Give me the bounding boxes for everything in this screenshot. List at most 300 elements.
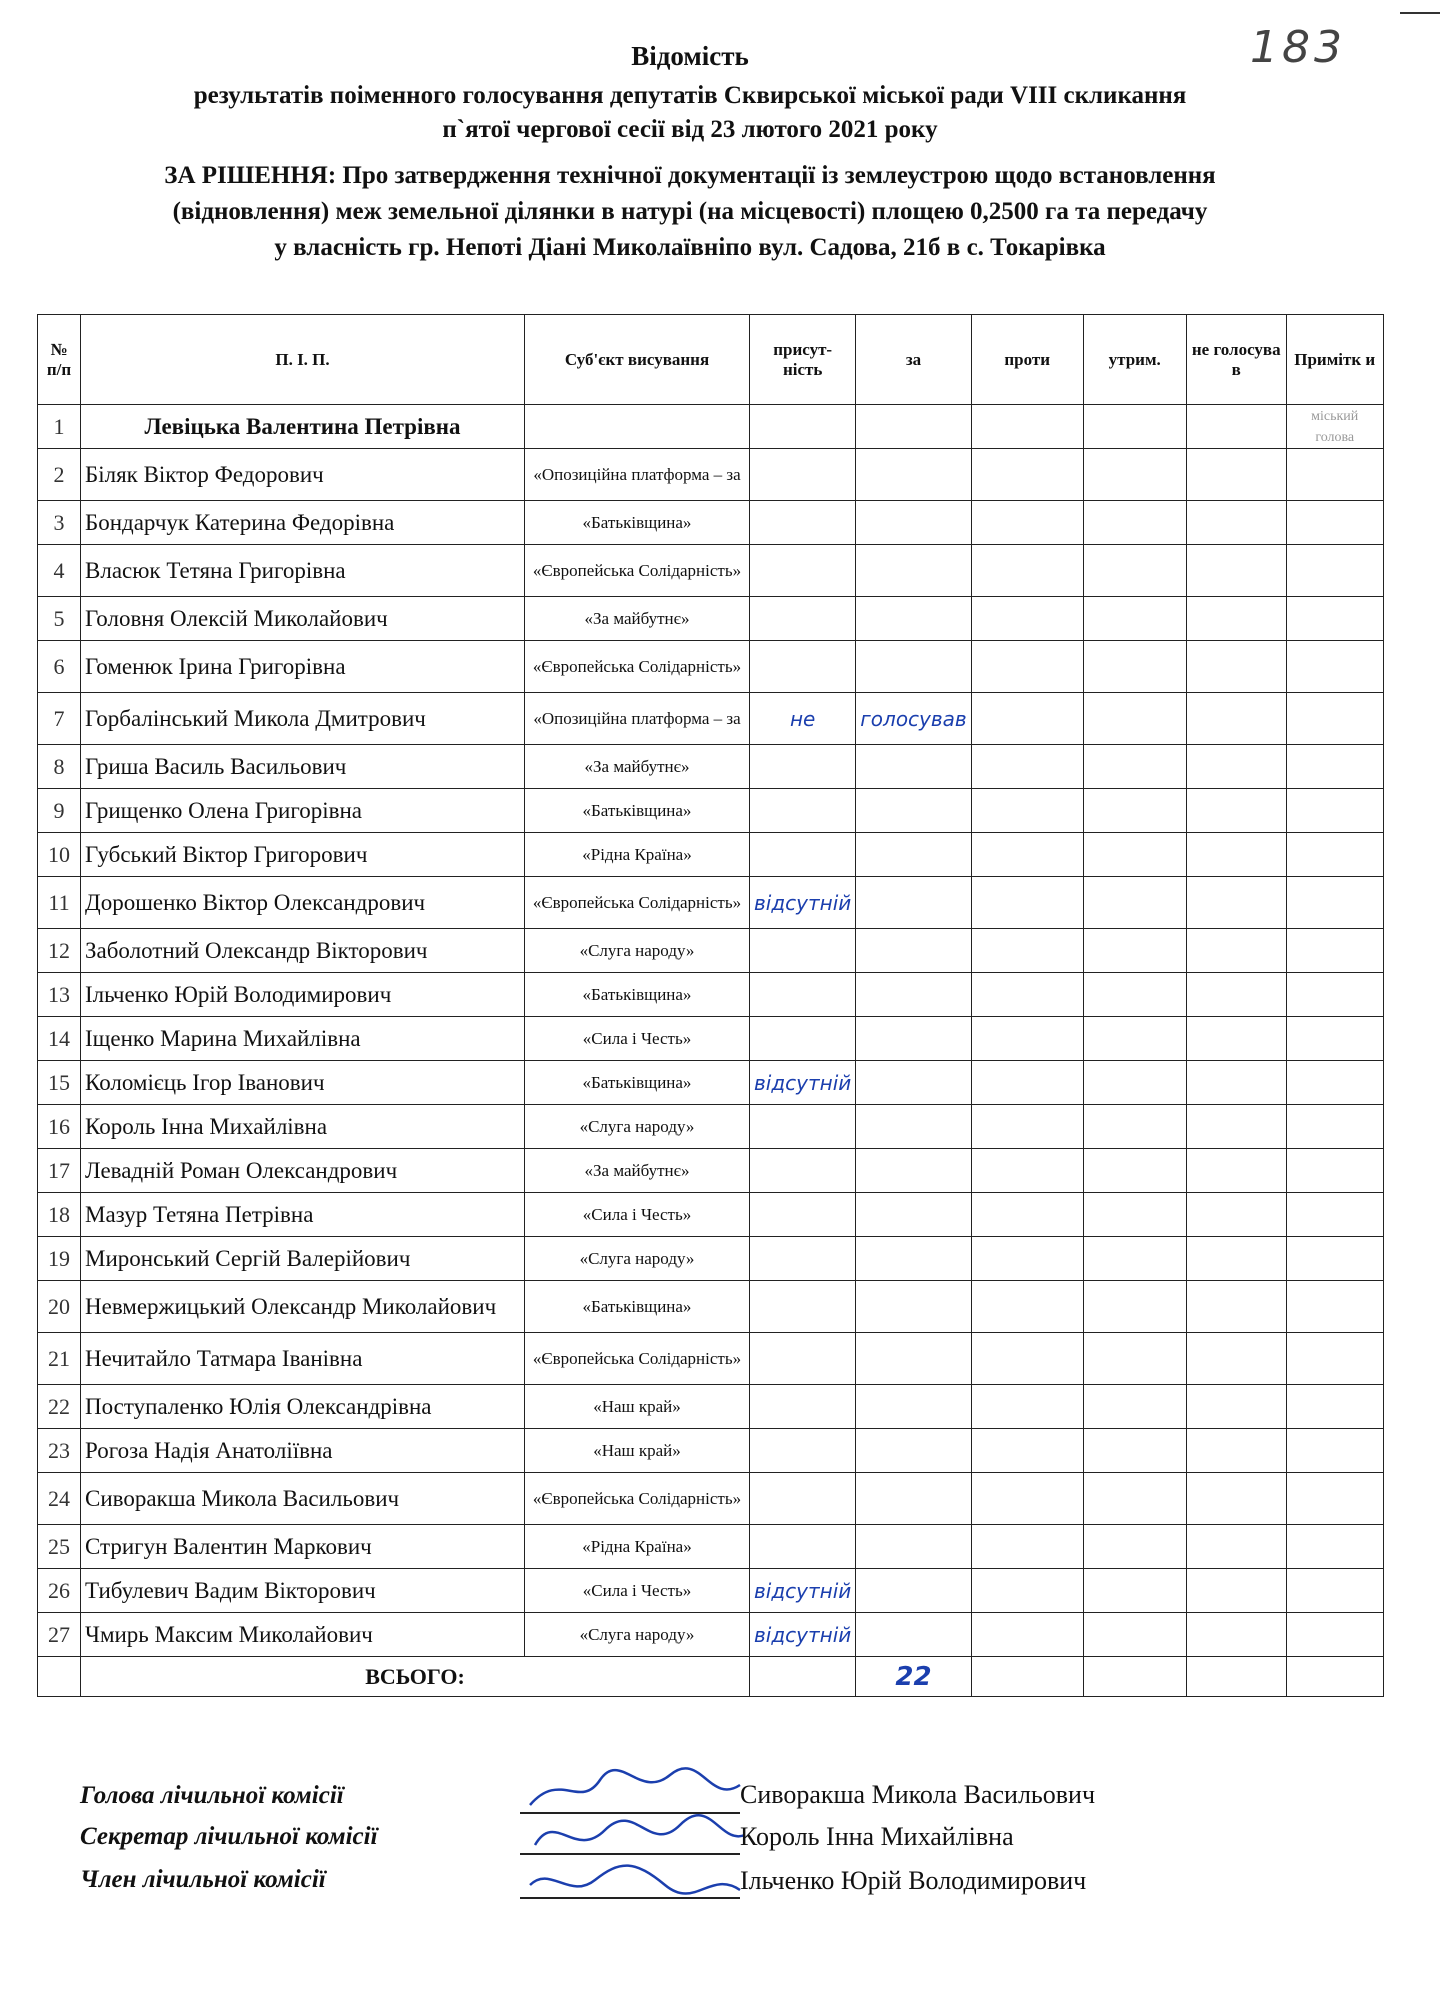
present-cell [750,1333,856,1385]
vote-against-cell [971,973,1083,1017]
table-row [38,1429,1384,1473]
deputy-name: Головня Олексій Миколайович [81,597,525,641]
vote-abstain-cell [1083,501,1186,545]
deputy-name: Нечитайло Татмара Іванівна [81,1333,525,1385]
total-abstain-cell [1083,1657,1186,1697]
note-cell [1286,833,1383,877]
deputy-name: Власюк Тетяна Григорівна [81,545,525,597]
present-cell: не [750,693,856,745]
row-number: 8 [38,745,81,789]
present-cell [750,1105,856,1149]
present-cell: відсутній [750,1613,856,1657]
note-cell [1286,1429,1383,1473]
table-row [38,405,1384,449]
note-cell [1286,877,1383,929]
not-voted-cell [1186,641,1286,693]
vote-for-cell [856,405,971,449]
vote-against-cell [971,501,1083,545]
vote-for-cell [856,833,971,877]
not-voted-cell [1186,693,1286,745]
row-number: 17 [38,1149,81,1193]
vote-abstain-cell [1083,1333,1186,1385]
deputy-name: Горбалінський Микола Дмитрович [81,693,525,745]
vote-against-cell [971,877,1083,929]
table-row [38,1525,1384,1569]
nominating-party: «Батьківщина» [525,789,750,833]
not-voted-cell [1186,1613,1286,1657]
vote-against-cell [971,1281,1083,1333]
row-number: 25 [38,1525,81,1569]
total-not-voted-cell [1186,1657,1286,1697]
row-number: 19 [38,1237,81,1281]
present-cell: відсутній [750,877,856,929]
vote-abstain-cell [1083,641,1186,693]
not-voted-cell [1186,1061,1286,1105]
vote-for-cell [856,1193,971,1237]
row-number: 18 [38,1193,81,1237]
vote-abstain-cell [1083,1237,1186,1281]
row-number: 27 [38,1613,81,1657]
corner-mark [1400,12,1440,14]
signature-member [520,1850,750,1910]
row-number: 14 [38,1017,81,1061]
total-label: ВСЬОГО: [81,1657,750,1697]
table-row [38,1613,1384,1657]
signature-line-member [520,1897,740,1899]
total-present-cell [750,1657,856,1697]
header-for: за [856,315,971,405]
note-cell [1286,597,1383,641]
not-voted-cell [1186,789,1286,833]
row-number: 26 [38,1569,81,1613]
vote-abstain-cell [1083,1193,1186,1237]
nominating-party: «Сила і Честь» [525,1569,750,1613]
vote-for-cell [856,597,971,641]
row-number: 5 [38,597,81,641]
present-cell [750,929,856,973]
table-row [38,1281,1384,1333]
total-against-cell [971,1657,1083,1697]
document-title: Відомість [631,41,749,71]
commission-head-label: Голова лічильної комісії [80,1782,344,1809]
vote-abstain-cell [1083,833,1186,877]
nominating-party: «За майбутнє» [525,1149,750,1193]
header-abstain: утрим. [1083,315,1186,405]
table-row [38,1569,1384,1613]
commission-head-name: Сиворакша Микола Васильович [740,1780,1096,1809]
deputy-name: Дорошенко Віктор Олександрович [81,877,525,929]
vote-for-cell [856,1473,971,1525]
vote-abstain-cell [1083,1281,1186,1333]
not-voted-cell [1186,1149,1286,1193]
vote-for-cell [856,1105,971,1149]
vote-abstain-cell [1083,1385,1186,1429]
present-cell [750,1473,856,1525]
table-row [38,789,1384,833]
voting-table-body [38,405,1384,1657]
note-cell [1286,745,1383,789]
nominating-party: «Сила і Честь» [525,1193,750,1237]
row-number: 24 [38,1473,81,1525]
deputy-name: Грищенко Олена Григорівна [81,789,525,833]
nominating-party: «Опозиційна платформа – за [525,693,750,745]
nominating-party: «Європейська Солідарність» [525,641,750,693]
table-row [38,929,1384,973]
table-row [38,545,1384,597]
deputy-name: Левіцька Валентина Петрівна [81,405,525,449]
decision-line-2: (відновлення) меж земельної ділянки в натурі (на місцевості) площею 0,2500 га та передачу [172,198,1208,225]
vote-abstain-cell [1083,693,1186,745]
nominating-party: «Слуга народу» [525,1613,750,1657]
nominating-party: «Слуга народу» [525,929,750,973]
not-voted-cell [1186,833,1286,877]
present-cell [750,973,856,1017]
vote-for-cell [856,789,971,833]
row-number: 3 [38,501,81,545]
vote-against-cell [971,1105,1083,1149]
vote-for-cell [856,1333,971,1385]
decision-line-1: ЗА РІШЕННЯ: Про затвердження технічної документації із землеустрою щодо встановлення [164,162,1216,189]
vote-against-cell [971,1193,1083,1237]
table-row [38,597,1384,641]
row-number: 7 [38,693,81,745]
nominating-party: «Наш край» [525,1385,750,1429]
header-name: П. І. П. [81,315,525,405]
vote-against-cell [971,449,1083,501]
vote-against-cell [971,1061,1083,1105]
row-number: 4 [38,545,81,597]
not-voted-cell [1186,973,1286,1017]
not-voted-cell [1186,501,1286,545]
row-number: 21 [38,1333,81,1385]
nominating-party: «За майбутнє» [525,597,750,641]
not-voted-cell [1186,1333,1286,1385]
deputy-name: Левадній Роман Олександрович [81,1149,525,1193]
table-row [38,1149,1384,1193]
vote-abstain-cell [1083,1429,1186,1473]
vote-abstain-cell [1083,1613,1186,1657]
nominating-party: «Рідна Країна» [525,1525,750,1569]
vote-abstain-cell [1083,1525,1186,1569]
vote-against-cell [971,929,1083,973]
vote-for-cell [856,1429,971,1473]
vote-for-cell [856,1237,971,1281]
note-cell [1286,1613,1383,1657]
vote-for-cell [856,1569,971,1613]
present-cell [750,745,856,789]
vote-against-cell [971,545,1083,597]
present-cell [750,1525,856,1569]
vote-abstain-cell [1083,449,1186,501]
present-cell [750,545,856,597]
note-cell [1286,1281,1383,1333]
table-row [38,745,1384,789]
note-cell [1286,929,1383,973]
row-number: 20 [38,1281,81,1333]
table-row [38,833,1384,877]
row-number: 1 [38,405,81,449]
vote-against-cell [971,1385,1083,1429]
vote-for-cell: голосував [856,693,971,745]
present-cell [750,641,856,693]
vote-for-cell [856,1281,971,1333]
vote-abstain-cell [1083,1569,1186,1613]
deputy-name: Коломієць Ігор Іванович [81,1061,525,1105]
deputy-name: Бондарчук Катерина Федорівна [81,501,525,545]
present-cell: відсутній [750,1061,856,1105]
table-row [38,877,1384,929]
deputy-name: Біляк Віктор Федорович [81,449,525,501]
note-cell [1286,1473,1383,1525]
vote-for-cell [856,1149,971,1193]
present-cell [750,1429,856,1473]
present-cell [750,1385,856,1429]
note-cell [1286,1105,1383,1149]
not-voted-cell [1186,745,1286,789]
note-cell [1286,1017,1383,1061]
note-cell [1286,1061,1383,1105]
table-row [38,449,1384,501]
not-voted-cell [1186,1017,1286,1061]
vote-for-cell [856,1061,971,1105]
vote-against-cell [971,1149,1083,1193]
vote-for-cell [856,545,971,597]
vote-abstain-cell [1083,1473,1186,1525]
vote-abstain-cell [1083,405,1186,449]
vote-for-cell [856,501,971,545]
vote-against-cell [971,1333,1083,1385]
vote-against-cell [971,1017,1083,1061]
deputy-name: Чмирь Максим Миколайович [81,1613,525,1657]
deputy-name: Гоменюк Ірина Григорівна [81,641,525,693]
vote-against-cell [971,693,1083,745]
present-cell [750,597,856,641]
deputy-name: Гриша Василь Васильович [81,745,525,789]
vote-against-cell [971,1429,1083,1473]
table-row [38,973,1384,1017]
deputy-name: Невмержицький Олександр Миколайович [81,1281,525,1333]
total-for-value: 22 [856,1657,971,1697]
not-voted-cell [1186,877,1286,929]
nominating-party: «Сила і Честь» [525,1017,750,1061]
deputy-name: Іщенко Марина Михайлівна [81,1017,525,1061]
total-row [38,1657,1384,1697]
row-number: 23 [38,1429,81,1473]
note-cell [1286,1149,1383,1193]
nominating-party: «Рідна Країна» [525,833,750,877]
vote-against-cell [971,405,1083,449]
vote-against-cell [971,745,1083,789]
vote-abstain-cell [1083,1061,1186,1105]
note-cell [1286,1569,1383,1613]
present-cell [750,1237,856,1281]
vote-against-cell [971,1613,1083,1657]
header-present: присут-ність [750,315,856,405]
header-num: № п/п [38,315,81,405]
note-cell [1286,449,1383,501]
present-cell: відсутній [750,1569,856,1613]
deputy-name: Губський Віктор Григорович [81,833,525,877]
vote-against-cell [971,833,1083,877]
vote-abstain-cell [1083,1105,1186,1149]
present-cell [750,1193,856,1237]
present-cell [750,1149,856,1193]
present-cell [750,789,856,833]
row-number: 10 [38,833,81,877]
row-number: 6 [38,641,81,693]
commission-secretary-label: Секретар лічильної комісії [80,1823,378,1850]
nominating-party: «Наш край» [525,1429,750,1473]
deputy-name: Заболотний Олександр Вікторович [81,929,525,973]
vote-against-cell [971,789,1083,833]
vote-abstain-cell [1083,877,1186,929]
table-row [38,1193,1384,1237]
not-voted-cell [1186,1429,1286,1473]
vote-against-cell [971,1237,1083,1281]
nominating-party: «Європейська Солідарність» [525,545,750,597]
note-cell [1286,789,1383,833]
deputy-name: Тибулевич Вадим Вікторович [81,1569,525,1613]
present-cell [750,1281,856,1333]
table-row [38,1473,1384,1525]
deputy-name: Король Інна Михайлівна [81,1105,525,1149]
row-number: 15 [38,1061,81,1105]
nominating-party: «Опозиційна платформа – за [525,449,750,501]
subtitle-line-1: результатів поіменного голосування депутатів Сквирської міської ради VIII скликання [193,82,1187,109]
table-row [38,1105,1384,1149]
note-cell [1286,1237,1383,1281]
present-cell [750,449,856,501]
vote-for-cell [856,973,971,1017]
vote-abstain-cell [1083,745,1186,789]
note-cell [1286,1385,1383,1429]
present-cell [750,1017,856,1061]
note-cell [1286,693,1383,745]
header-party: Суб'єкт висування [525,315,750,405]
vote-for-cell [856,449,971,501]
nominating-party: «Слуга народу» [525,1237,750,1281]
vote-for-cell [856,1385,971,1429]
not-voted-cell [1186,1281,1286,1333]
not-voted-cell [1186,929,1286,973]
table-row [38,641,1384,693]
nominating-party [525,405,750,449]
total-note-cell [1286,1657,1383,1697]
total-num-cell [38,1657,81,1697]
not-voted-cell [1186,1193,1286,1237]
header-not-voted: не голосува в [1186,315,1286,405]
note-cell [1286,973,1383,1017]
present-cell [750,501,856,545]
not-voted-cell [1186,1237,1286,1281]
table-row [38,1237,1384,1281]
page-number: 183 [1250,22,1346,73]
table-header-row [38,315,1384,405]
commission-member-label: Член лічильної комісії [80,1866,326,1893]
nominating-party: «Батьківщина» [525,973,750,1017]
row-number: 22 [38,1385,81,1429]
vote-for-cell [856,929,971,973]
table-row [38,693,1384,745]
vote-abstain-cell [1083,545,1186,597]
row-number: 12 [38,929,81,973]
not-voted-cell [1186,545,1286,597]
vote-abstain-cell [1083,789,1186,833]
row-number: 2 [38,449,81,501]
deputy-name: Мазур Тетяна Петрівна [81,1193,525,1237]
header-against: проти [971,315,1083,405]
deputy-name: Сиворакша Микола Васильович [81,1473,525,1525]
vote-abstain-cell [1083,929,1186,973]
note-cell: міський голова [1286,405,1383,449]
deputy-name: Миронський Сергій Валерійович [81,1237,525,1281]
subtitle-line-2: п`ятої чергової сесії від 23 лютого 2021 року [442,116,938,143]
note-cell [1286,641,1383,693]
present-cell [750,833,856,877]
voting-table [37,314,1384,1697]
nominating-party: «Європейська Солідарність» [525,1333,750,1385]
row-number: 11 [38,877,81,929]
deputy-name: Рогоза Надія Анатоліївна [81,1429,525,1473]
note-cell [1286,1193,1383,1237]
deputy-name: Ільченко Юрій Володимирович [81,973,525,1017]
vote-abstain-cell [1083,1017,1186,1061]
vote-against-cell [971,1473,1083,1525]
not-voted-cell [1186,1569,1286,1613]
not-voted-cell [1186,405,1286,449]
nominating-party: «Європейська Солідарність» [525,1473,750,1525]
table-row [38,1385,1384,1429]
nominating-party: «Слуга народу» [525,1105,750,1149]
table-row [38,1017,1384,1061]
vote-abstain-cell [1083,973,1186,1017]
vote-against-cell [971,641,1083,693]
vote-for-cell [856,877,971,929]
note-cell [1286,1333,1383,1385]
deputy-name: Стригун Валентин Маркович [81,1525,525,1569]
note-cell [1286,501,1383,545]
nominating-party: «Батьківщина» [525,501,750,545]
commission-member-name: Ільченко Юрій Володимирович [740,1866,1087,1895]
row-number: 9 [38,789,81,833]
vote-for-cell [856,1525,971,1569]
table-row [38,501,1384,545]
vote-for-cell [856,641,971,693]
nominating-party: «Батьківщина» [525,1061,750,1105]
header-note: Примітк и [1286,315,1383,405]
vote-against-cell [971,1525,1083,1569]
vote-abstain-cell [1083,597,1186,641]
note-cell [1286,1525,1383,1569]
commission-secretary-name: Король Інна Михайлівна [740,1822,1014,1851]
deputy-name: Поступаленко Юлія Олександрівна [81,1385,525,1429]
nominating-party: «За майбутнє» [525,745,750,789]
not-voted-cell [1186,1473,1286,1525]
vote-for-cell [856,745,971,789]
nominating-party: «Батьківщина» [525,1281,750,1333]
not-voted-cell [1186,1525,1286,1569]
note-cell [1286,545,1383,597]
not-voted-cell [1186,1385,1286,1429]
not-voted-cell [1186,449,1286,501]
vote-for-cell [856,1613,971,1657]
table-row [38,1333,1384,1385]
nominating-party: «Європейська Солідарність» [525,877,750,929]
not-voted-cell [1186,597,1286,641]
decision-line-3: у власність гр. Непоті Діані Миколаївніпо вул. Садова, 21б в с. Токарівка [274,234,1106,261]
table-row [38,1061,1384,1105]
vote-against-cell [971,1569,1083,1613]
